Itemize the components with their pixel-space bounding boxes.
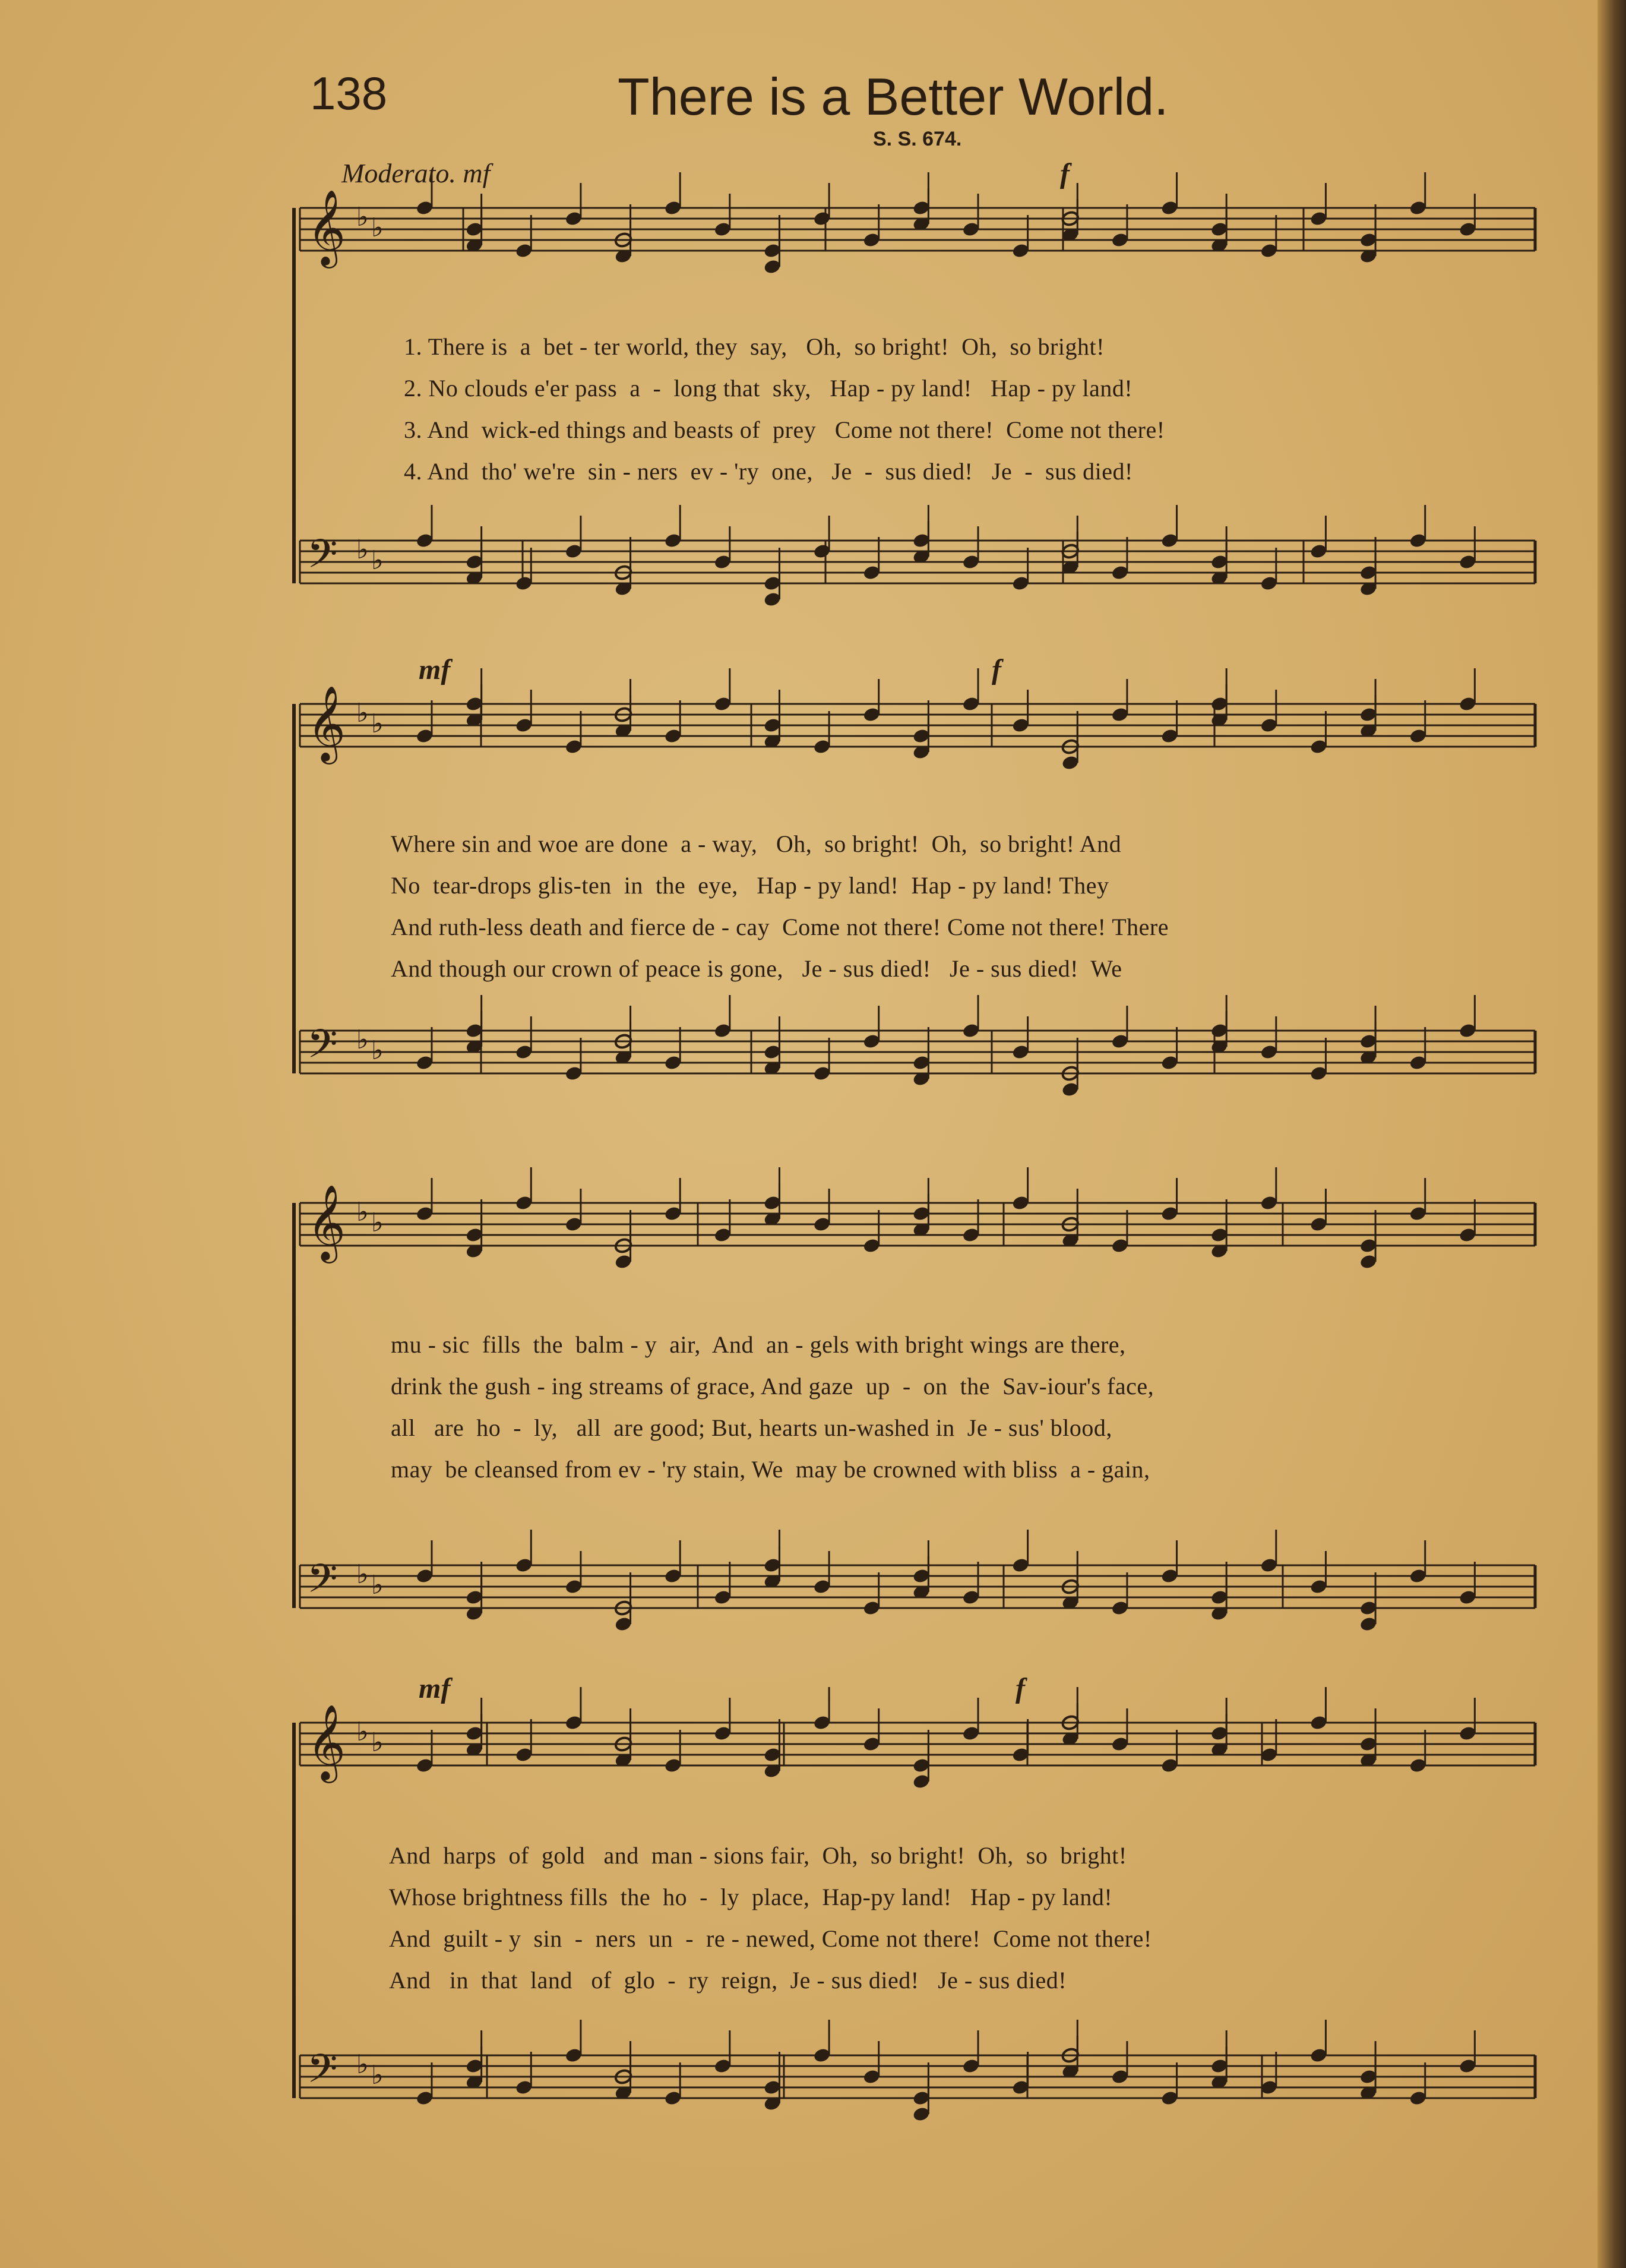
lyric-line-system4-verse2: Whose brightness fills the ho - ly place, Hap-py land! Hap - py land! [389,1884,1113,1910]
lyric-line-system1-verse1: 1. There is a bet - ter world, they say, Oh, so bright! Oh, so bright! [404,333,1105,360]
bass-clef: 𝄢 [307,2046,338,2101]
key-signature-flat: ♭ [371,2060,384,2090]
key-signature-flat: ♭ [356,535,369,565]
dynamic-mezzo-forte: mf [419,1673,451,1704]
key-signature-flat: ♭ [371,1035,384,1066]
key-signature-flat: ♭ [356,1717,369,1747]
lyric-line-system2-verse3: And ruth-less death and fierce de - cay Come not there! Come not there! There [391,914,1169,940]
dynamic-forte: f [992,654,1001,686]
key-signature-flat: ♭ [371,545,384,576]
lyric-line-system4-verse4: And in that land of glo - ry reign, Je - sus died! Je - sus died! [389,1967,1067,1994]
lyric-line-system3-verse1: mu - sic fills the balm - y air, And an - gels with bright wings are there, [391,1331,1126,1358]
lyric-line-system1-verse4: 4. And tho' we're sin - ners ev - 'ry one, Je - sus died! Je - sus died! [404,458,1133,485]
lyric-line-system2-verse1: Where sin and woe are done a - way, Oh, so bright! Oh, so bright! And [391,830,1122,857]
lyric-line-system3-verse2: drink the gush - ing streams of grace, And gaze up - on the Sav-iour's face, [391,1373,1154,1400]
source-reference: S. S. 674. [873,128,962,150]
lyric-line-system3-verse3: all are ho - ly, all are good; But, hearts un-washed in Je - sus' blood, [391,1414,1112,1441]
key-signature-flat: ♭ [371,1570,384,1600]
dynamic-mezzo-forte: mf [419,654,451,686]
lyric-line-system4-verse1: And harps of gold and man - sions fair, Oh, so bright! Oh, so bright! [389,1842,1127,1869]
treble-clef: 𝄞 [307,1704,346,1780]
key-signature-flat: ♭ [356,1559,369,1590]
key-signature-flat: ♭ [356,202,369,232]
key-signature-flat: ♭ [371,213,384,243]
treble-clef: 𝄞 [307,1184,346,1260]
lyric-line-system1-verse2: 2. No clouds e'er pass a - long that sky, Hap - py land! Hap - py land! [404,375,1133,402]
lyric-line-system1-verse3: 3. And wick-ed things and beasts of prey Come not there! Come not there! [404,416,1165,443]
dynamic-forte: f [1016,1673,1025,1704]
lyric-line-system2-verse2: No tear-drops glis-ten in the eye, Hap - py land! Hap - py land! They [391,872,1109,899]
key-signature-flat: ♭ [356,1025,369,1055]
bass-clef: 𝄢 [307,1556,338,1611]
tempo-marking: Moderato. mf [341,158,491,188]
dynamic-forte: f [1060,158,1070,189]
key-signature-flat: ♭ [371,709,384,739]
key-signature-flat: ♭ [356,2049,369,2080]
treble-clef: 𝄞 [307,685,346,761]
key-signature-flat: ♭ [371,1727,384,1758]
key-signature-flat: ♭ [356,698,369,728]
hymn-title: There is a Better World. [618,67,1169,126]
lyric-line-system2-verse4: And though our crown of peace is gone, Je - sus died! Je - sus died! We [391,955,1122,982]
key-signature-flat: ♭ [356,1197,369,1227]
lyric-line-system4-verse3: And guilt - y sin - ners un - re - newed, Come not there! Come not there! [389,1925,1152,1952]
bass-clef: 𝄢 [307,1021,338,1076]
lyric-line-system3-verse4: may be cleansed from ev - 'ry stain, We may be crowned with bliss a - gain, [391,1456,1150,1483]
treble-clef: 𝄞 [307,189,346,265]
key-signature-flat: ♭ [371,1208,384,1238]
bass-clef: 𝄢 [307,531,338,586]
page-number: 138 [310,67,388,119]
